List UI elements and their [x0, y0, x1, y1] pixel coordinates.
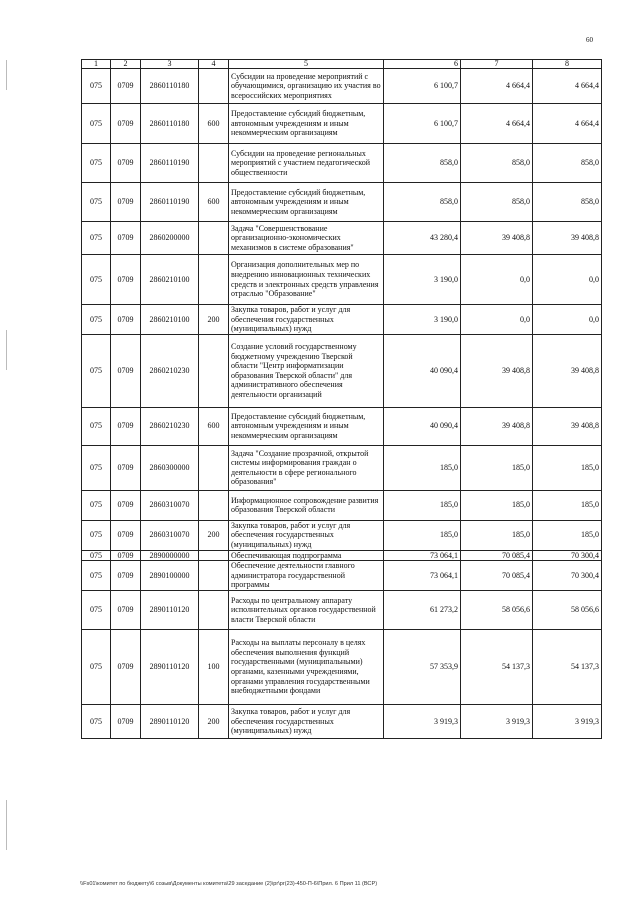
- cell-c8: 185,0: [533, 520, 602, 550]
- cell-c4: [199, 590, 229, 629]
- cell-c8: 4 664,4: [533, 104, 602, 144]
- cell-c6: 185,0: [384, 445, 461, 490]
- cell-c5: Организация дополнительных мер по внедрению инновационных технических средств и электронных средств управления отраслью "Образование": [229, 255, 384, 305]
- cell-c3: 2890110120: [141, 629, 199, 704]
- cell-c3: 2860200000: [141, 222, 199, 255]
- cell-c1: 075: [82, 520, 111, 550]
- cell-c2: 0709: [111, 590, 141, 629]
- cell-c4: 600: [199, 183, 229, 222]
- table-row: [82, 550, 602, 561]
- cell-c7: 858,0: [461, 144, 533, 183]
- header-cell: 3: [141, 60, 199, 69]
- cell-c4: [199, 445, 229, 490]
- cell-c6: 858,0: [384, 183, 461, 222]
- cell-c6: 43 280,4: [384, 222, 461, 255]
- cell-c7: 0,0: [461, 255, 533, 305]
- cell-c4: [199, 550, 229, 561]
- cell-c6: 57 353,9: [384, 629, 461, 704]
- cell-c2: 0709: [111, 69, 141, 104]
- cell-c4: 200: [199, 305, 229, 335]
- cell-c7: 39 408,8: [461, 334, 533, 407]
- cell-c5: Закупка товаров, работ и услуг для обеспечения государственных (муниципальных) нужд: [229, 305, 384, 335]
- table-row: [82, 305, 602, 335]
- cell-c8: 185,0: [533, 445, 602, 490]
- cell-c7: 858,0: [461, 183, 533, 222]
- cell-c3: 2890110120: [141, 704, 199, 738]
- cell-c1: 075: [82, 445, 111, 490]
- cell-c4: [199, 490, 229, 520]
- table-body: [82, 69, 602, 739]
- cell-c5: Закупка товаров, работ и услуг для обеспечения государственных (муниципальных) нужд: [229, 704, 384, 738]
- cell-c3: 2860310070: [141, 490, 199, 520]
- table-row: [82, 144, 602, 183]
- cell-c6: 73 064,1: [384, 550, 461, 561]
- cell-c3: 2860310070: [141, 520, 199, 550]
- cell-c6: 6 100,7: [384, 69, 461, 104]
- cell-c1: 075: [82, 550, 111, 561]
- cell-c7: 185,0: [461, 445, 533, 490]
- cell-c2: 0709: [111, 550, 141, 561]
- cell-c5: Расходы по центральному аппарату исполнительных органов государственной власти Тверской области: [229, 590, 384, 629]
- cell-c1: 075: [82, 255, 111, 305]
- table-row: [82, 222, 602, 255]
- table-row: [82, 445, 602, 490]
- cell-c3: 2890110120: [141, 590, 199, 629]
- cell-c6: 73 064,1: [384, 561, 461, 591]
- cell-c3: 2860110180: [141, 104, 199, 144]
- cell-c5: Субсидии на проведение региональных мероприятий с участием педагогической общественности: [229, 144, 384, 183]
- cell-c8: 54 137,3: [533, 629, 602, 704]
- cell-c5: Задача "Совершенствование организационно-экономических механизмов в системе образования": [229, 222, 384, 255]
- cell-c5: Задача "Создание прозрачной, открытой системы информирования граждан о деятельности в сфере регионального образования": [229, 445, 384, 490]
- cell-c4: 200: [199, 520, 229, 550]
- cell-c6: 3 919,3: [384, 704, 461, 738]
- cell-c4: [199, 69, 229, 104]
- table-row: [82, 69, 602, 104]
- cell-c6: 3 190,0: [384, 305, 461, 335]
- cell-c4: 100: [199, 629, 229, 704]
- cell-c2: 0709: [111, 222, 141, 255]
- cell-c8: 39 408,8: [533, 334, 602, 407]
- table-row: [82, 490, 602, 520]
- cell-c3: 2860210100: [141, 305, 199, 335]
- scan-margin-mark: [6, 800, 7, 850]
- cell-c7: 185,0: [461, 520, 533, 550]
- scan-margin-mark: [6, 60, 7, 90]
- header-cell: 2: [111, 60, 141, 69]
- cell-c7: 3 919,3: [461, 704, 533, 738]
- cell-c4: 200: [199, 704, 229, 738]
- table-row: [82, 104, 602, 144]
- cell-c4: 600: [199, 407, 229, 445]
- header-cell: 6: [384, 60, 461, 69]
- cell-c2: 0709: [111, 334, 141, 407]
- cell-c2: 0709: [111, 629, 141, 704]
- cell-c8: 58 056,6: [533, 590, 602, 629]
- cell-c2: 0709: [111, 704, 141, 738]
- header-cell: 1: [82, 60, 111, 69]
- cell-c5: Информационное сопровождение развития образования Тверской области: [229, 490, 384, 520]
- header-cell: 7: [461, 60, 533, 69]
- cell-c4: 600: [199, 104, 229, 144]
- cell-c2: 0709: [111, 144, 141, 183]
- cell-c6: 6 100,7: [384, 104, 461, 144]
- page-number: 60: [586, 36, 593, 44]
- cell-c1: 075: [82, 590, 111, 629]
- cell-c6: 185,0: [384, 490, 461, 520]
- cell-c5: Предоставление субсидий бюджетным, автономным учреждениям и иным некоммерческим организациям: [229, 183, 384, 222]
- scan-margin-mark: [6, 330, 7, 370]
- cell-c3: 2860210100: [141, 255, 199, 305]
- cell-c6: 185,0: [384, 520, 461, 550]
- cell-c4: [199, 144, 229, 183]
- cell-c1: 075: [82, 704, 111, 738]
- cell-c3: 2860110180: [141, 69, 199, 104]
- cell-c7: 39 408,8: [461, 407, 533, 445]
- cell-c5: Создание условий государственному бюджетному учреждению Тверской области "Центр информатизации образования Тверской области" для административного обеспечения деятельности организаций: [229, 334, 384, 407]
- cell-c4: [199, 222, 229, 255]
- cell-c2: 0709: [111, 104, 141, 144]
- header-cell: 8: [533, 60, 602, 69]
- cell-c8: 39 408,8: [533, 222, 602, 255]
- table-row: [82, 704, 602, 738]
- cell-c8: 70 300,4: [533, 550, 602, 561]
- cell-c6: 858,0: [384, 144, 461, 183]
- cell-c5: Закупка товаров, работ и услуг для обеспечения государственных (муниципальных) нужд: [229, 520, 384, 550]
- header-cell: 4: [199, 60, 229, 69]
- table-row: [82, 520, 602, 550]
- cell-c1: 075: [82, 104, 111, 144]
- table-row: [82, 590, 602, 629]
- cell-c7: 54 137,3: [461, 629, 533, 704]
- footer-file-path: \\Fs01\комитет по бюджету\6 созыв\Документы комитета\29 заседание (2)\pr\pr(23)-450-П-6\Прил. 6 Прил 11 (ВСР): [80, 881, 378, 887]
- cell-c5: Предоставление субсидий бюджетным, автономным учреждениям и иным некоммерческим организациям: [229, 407, 384, 445]
- table-row: [82, 255, 602, 305]
- cell-c4: [199, 334, 229, 407]
- table-row: [82, 407, 602, 445]
- cell-c7: 70 085,4: [461, 561, 533, 591]
- cell-c1: 075: [82, 222, 111, 255]
- cell-c7: 4 664,4: [461, 104, 533, 144]
- table-row: [82, 629, 602, 704]
- cell-c3: 2860300000: [141, 445, 199, 490]
- cell-c6: 3 190,0: [384, 255, 461, 305]
- cell-c1: 075: [82, 144, 111, 183]
- cell-c8: 0,0: [533, 255, 602, 305]
- cell-c3: 2890000000: [141, 550, 199, 561]
- cell-c8: 3 919,3: [533, 704, 602, 738]
- cell-c7: 0,0: [461, 305, 533, 335]
- cell-c3: 2860210230: [141, 407, 199, 445]
- cell-c1: 075: [82, 561, 111, 591]
- cell-c3: 2890100000: [141, 561, 199, 591]
- cell-c2: 0709: [111, 445, 141, 490]
- cell-c7: 4 664,4: [461, 69, 533, 104]
- cell-c6: 40 090,4: [384, 334, 461, 407]
- cell-c8: 858,0: [533, 144, 602, 183]
- cell-c2: 0709: [111, 520, 141, 550]
- cell-c7: 185,0: [461, 490, 533, 520]
- table-header-row: [82, 60, 602, 69]
- cell-c2: 0709: [111, 561, 141, 591]
- cell-c7: 58 056,6: [461, 590, 533, 629]
- cell-c6: 61 273,2: [384, 590, 461, 629]
- cell-c2: 0709: [111, 305, 141, 335]
- cell-c1: 075: [82, 334, 111, 407]
- cell-c5: Предоставление субсидий бюджетным, автономным учреждениям и иным некоммерческим организациям: [229, 104, 384, 144]
- cell-c1: 075: [82, 407, 111, 445]
- cell-c8: 185,0: [533, 490, 602, 520]
- cell-c8: 858,0: [533, 183, 602, 222]
- cell-c1: 075: [82, 629, 111, 704]
- cell-c5: Обеспечение деятельности главного администратора государственной программы: [229, 561, 384, 591]
- cell-c1: 075: [82, 305, 111, 335]
- cell-c4: [199, 561, 229, 591]
- cell-c3: 2860110190: [141, 183, 199, 222]
- table-row: [82, 334, 602, 407]
- cell-c1: 075: [82, 69, 111, 104]
- cell-c5: Обеспечивающая подпрограмма: [229, 550, 384, 561]
- cell-c2: 0709: [111, 407, 141, 445]
- cell-c5: Расходы на выплаты персоналу в целях обеспечения выполнения функций государственными (муниципальными) органами, казенными учреждениями, органами управления государственными внебюджетными фондами: [229, 629, 384, 704]
- cell-c1: 075: [82, 490, 111, 520]
- cell-c3: 2860210230: [141, 334, 199, 407]
- cell-c1: 075: [82, 183, 111, 222]
- cell-c2: 0709: [111, 183, 141, 222]
- cell-c7: 39 408,8: [461, 222, 533, 255]
- cell-c8: 39 408,8: [533, 407, 602, 445]
- cell-c2: 0709: [111, 255, 141, 305]
- table-row: [82, 561, 602, 591]
- cell-c8: 4 664,4: [533, 69, 602, 104]
- cell-c5: Субсидии на проведение мероприятий с обучающимися, организацию их участия во всероссийских мероприятиях: [229, 69, 384, 104]
- table-row: [82, 183, 602, 222]
- cell-c8: 70 300,4: [533, 561, 602, 591]
- cell-c3: 2860110190: [141, 144, 199, 183]
- cell-c6: 40 090,4: [384, 407, 461, 445]
- cell-c4: [199, 255, 229, 305]
- cell-c2: 0709: [111, 490, 141, 520]
- budget-table: [81, 59, 602, 739]
- cell-c8: 0,0: [533, 305, 602, 335]
- header-cell: 5: [229, 60, 384, 69]
- cell-c7: 70 085,4: [461, 550, 533, 561]
